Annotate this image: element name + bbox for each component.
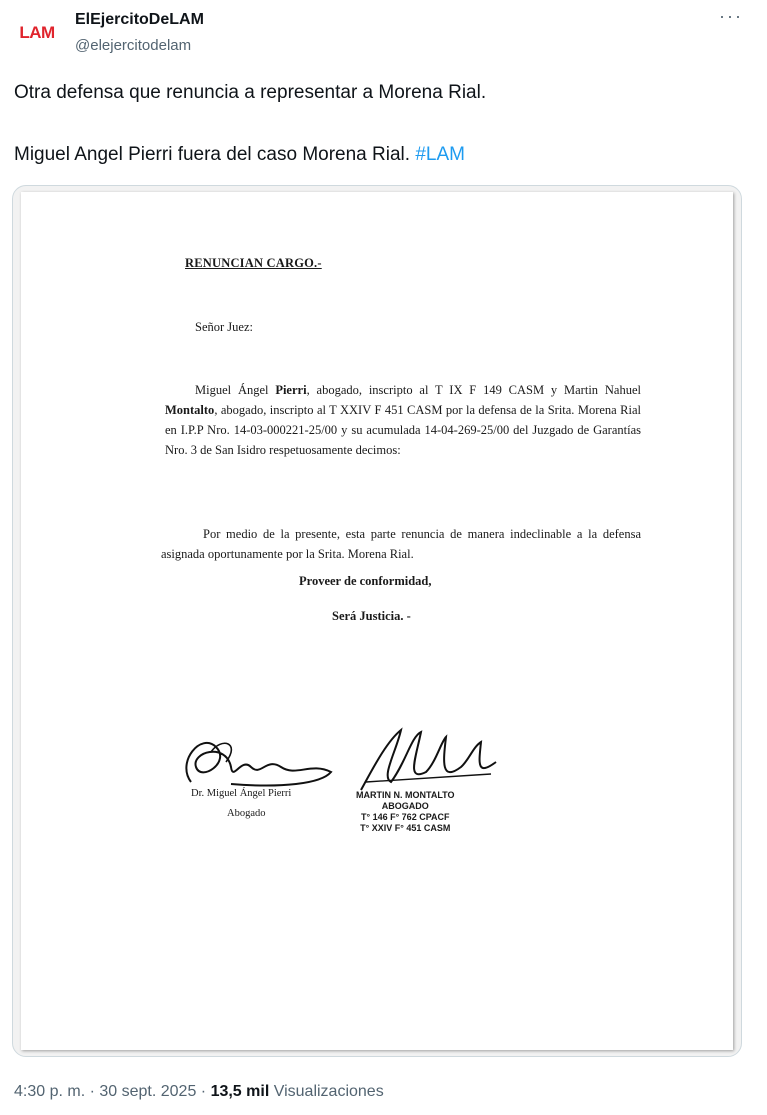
signer-1-role: Abogado	[227, 808, 266, 819]
document-closing-1: Proveer de conformidad,	[299, 574, 432, 588]
signature-montalto	[351, 722, 501, 797]
author-name[interactable]: ElEjercitoDeLAM	[75, 11, 204, 28]
tweet-text-line-1: Otra defensa que renuncia a representar a Morena Rial.	[14, 82, 487, 103]
lawyer-stamp	[356, 790, 455, 834]
tweet-text-line-2	[14, 143, 754, 167]
tweet-timestamp[interactable]: 4:30 p. m.	[14, 1083, 86, 1100]
tweet-date[interactable]: 30 sept. 2025	[99, 1083, 197, 1100]
avatar[interactable]	[14, 16, 60, 50]
signer-1-name: Dr. Miguel Ángel Pierri	[191, 788, 292, 799]
tweet-text-line-2-body: Miguel Angel Pierri fuera del caso Morena Rial.	[14, 144, 411, 165]
p1-text-b: , abogado, inscripto al T IX F 149 CASM y Martin Nahuel	[306, 383, 641, 397]
views-label: Visualizaciones	[269, 1083, 384, 1100]
document-title: RENUNCIAN CARGO.-	[185, 256, 322, 270]
hashtag-link[interactable]: #LAM	[415, 144, 465, 165]
stamp-line-3: T° 146 F° 762 CPACF	[360, 812, 450, 822]
author-block	[75, 10, 204, 56]
document-paragraph-1	[165, 380, 641, 460]
separator: ·	[85, 1083, 100, 1100]
stamp-line-4: T° XXIV F° 451 CASM	[360, 823, 451, 833]
legal-document	[21, 192, 733, 1050]
p1-name-pierri: Pierri	[275, 383, 307, 397]
separator: ·	[196, 1083, 211, 1100]
p1-text-c: , abogado, inscripto al T XXIV F 451 CASM por la defensa de la Srita. Morena Rial en I.P.P Nro. 14-03-000221-25/00 y su acumulada 14-04-269-25/00 del Juzgado de Garantías Nro. 3 de San Isidro respetuosamente decimos:	[165, 403, 641, 457]
views-count: 13,5 mil	[210, 1083, 270, 1100]
document-greeting: Señor Juez:	[195, 320, 253, 334]
document-paragraph-2: Por medio de la presente, esta parte renuncia de manera indeclinable a la defensa asignada oportunamente por la Srita. Morena Rial.	[161, 527, 641, 561]
more-horizontal-icon[interactable]: ···	[719, 6, 743, 26]
stamp-line-2: ABOGADO	[381, 801, 429, 811]
author-handle[interactable]: @elejercitodelam	[75, 37, 192, 54]
tweet-metadata	[14, 1083, 384, 1101]
avatar-logo-text: LAM	[19, 23, 55, 42]
p1-text-a: Miguel Ángel	[195, 383, 276, 397]
p1-name-montalto: Montalto	[165, 403, 215, 417]
document-closing-2: Será Justicia. -	[332, 609, 411, 623]
stamp-line-1: MARTIN N. MONTALTO	[356, 790, 455, 800]
tweet-media-image[interactable]	[12, 185, 742, 1057]
